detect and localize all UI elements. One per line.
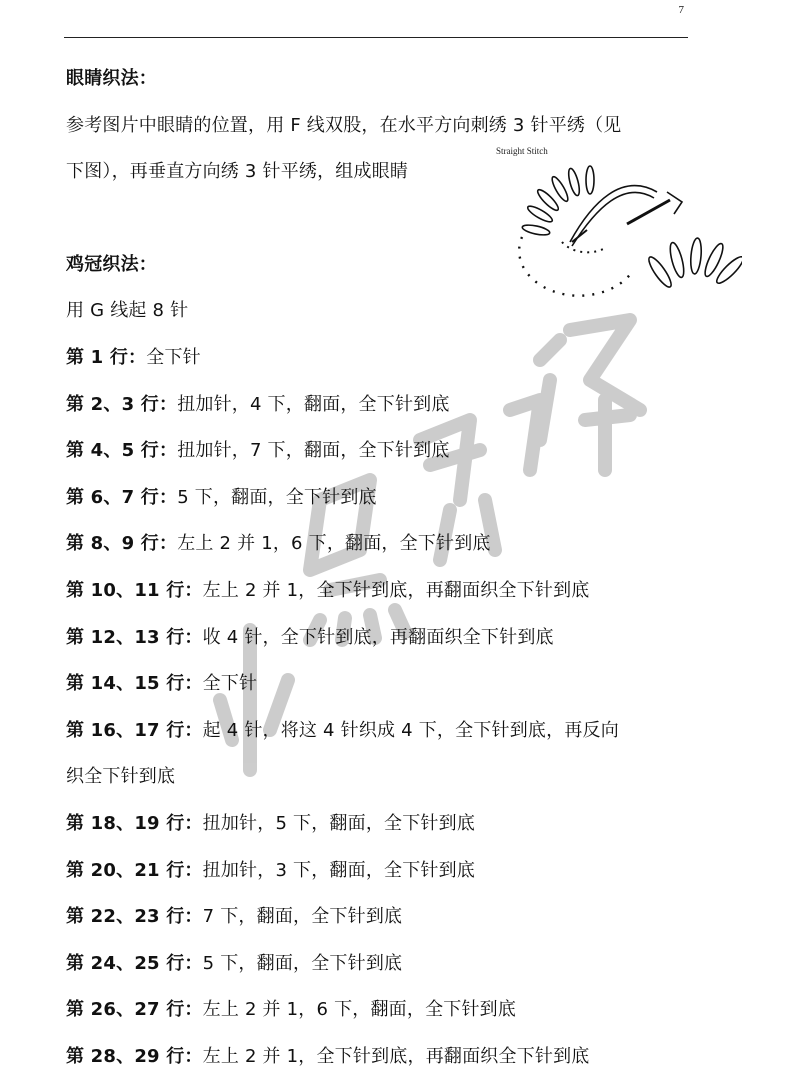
- row-label: 第 8、9 行：: [66, 533, 178, 555]
- row-label: 第 1 行：: [66, 346, 147, 368]
- row-list: [66, 335, 706, 1080]
- row-label: 第 12、13 行：: [66, 626, 203, 648]
- row-label: 第 22、23 行：: [66, 906, 203, 928]
- comb-row-line: [66, 335, 706, 382]
- row-text: 7 下，翻面，全下针到底: [202, 906, 403, 928]
- comb-row-line: [66, 708, 706, 755]
- comb-row-line: [66, 848, 706, 895]
- row-text: 全下针: [202, 673, 258, 695]
- row-text: 扭加针，5 下，翻面，全下针到底: [202, 812, 476, 834]
- row-text: 5 下，翻面，全下针到底: [177, 486, 377, 508]
- row-label: 第 24、25 行：: [66, 952, 203, 974]
- row-text: 5 下，翻面，全下针到底: [202, 952, 403, 974]
- comb-row-line: [66, 615, 706, 662]
- comb-row-line: [66, 987, 706, 1034]
- straight-stitch-illustration: [492, 142, 742, 302]
- row-text: 左上 2 并 1，6 下，翻面，全下针到底: [177, 533, 491, 555]
- row-text: 左上 2 并 1，全下针到底，再翻面织全下针到底: [202, 1045, 590, 1067]
- row-text: 扭加针，7 下，翻面，全下针到底: [177, 440, 450, 462]
- row-label: 第 16、17 行：: [66, 719, 203, 741]
- row-label: 第 20、21 行：: [66, 859, 203, 881]
- eyes-instruction-line-2: 下图），再垂直方向绣 3 针平绣，组成眼睛: [66, 161, 409, 183]
- row-text: 扭加针，4 下，翻面，全下针到底: [177, 393, 450, 415]
- comb-row-line: [66, 568, 706, 615]
- stitch-diagram-icon: [492, 142, 742, 302]
- row-label: 第 10、11 行：: [66, 579, 203, 601]
- eyes-instruction-line-1: 参考图片中眼睛的位置，用 F 线双股，在水平方向刺绣 3 针平绣（见: [66, 114, 622, 136]
- row-label: 第 4、5 行：: [66, 440, 178, 462]
- row-label: 第 6、7 行：: [66, 486, 178, 508]
- row-text: 左上 2 并 1，全下针到底，再翻面织全下针到底: [202, 579, 590, 601]
- comb-heading: 鸡冠织法：: [66, 253, 157, 275]
- comb-cast-on: 用 G 线起 8 针: [66, 300, 189, 322]
- row-label: 第 14、15 行：: [66, 673, 203, 695]
- comb-row-line: [66, 428, 706, 475]
- row-label: 第 26、27 行：: [66, 999, 203, 1021]
- comb-row-line: [66, 801, 706, 848]
- row-label: 第 2、3 行：: [66, 393, 178, 415]
- row-label: 第 18、19 行：: [66, 812, 203, 834]
- comb-row-line: [66, 475, 706, 522]
- illustration-caption: Straight Stitch: [496, 146, 548, 156]
- comb-row-line: [66, 894, 706, 941]
- eyes-heading: 眼睛织法：: [66, 68, 157, 89]
- row-text: 织全下针到底: [66, 766, 176, 788]
- comb-row-line: [66, 754, 706, 801]
- row-text: 收 4 针，全下针到底，再翻面织全下针到底: [202, 626, 554, 648]
- row-label: 第 28、29 行：: [66, 1045, 203, 1067]
- comb-row-line: [66, 1034, 706, 1080]
- row-text: 左上 2 并 1，6 下，翻面，全下针到底: [202, 999, 517, 1021]
- comb-row-line: [66, 941, 706, 988]
- comb-row-line: [66, 661, 706, 708]
- header-rule: [64, 37, 688, 38]
- comb-row-line: [66, 382, 706, 429]
- row-text: 扭加针，3 下，翻面，全下针到底: [202, 859, 476, 881]
- comb-row-line: [66, 521, 706, 568]
- row-text: 全下针: [146, 346, 201, 368]
- page-number: 7: [678, 4, 684, 16]
- row-text: 起 4 针，将这 4 针织成 4 下，全下针到底，再反向: [202, 719, 619, 741]
